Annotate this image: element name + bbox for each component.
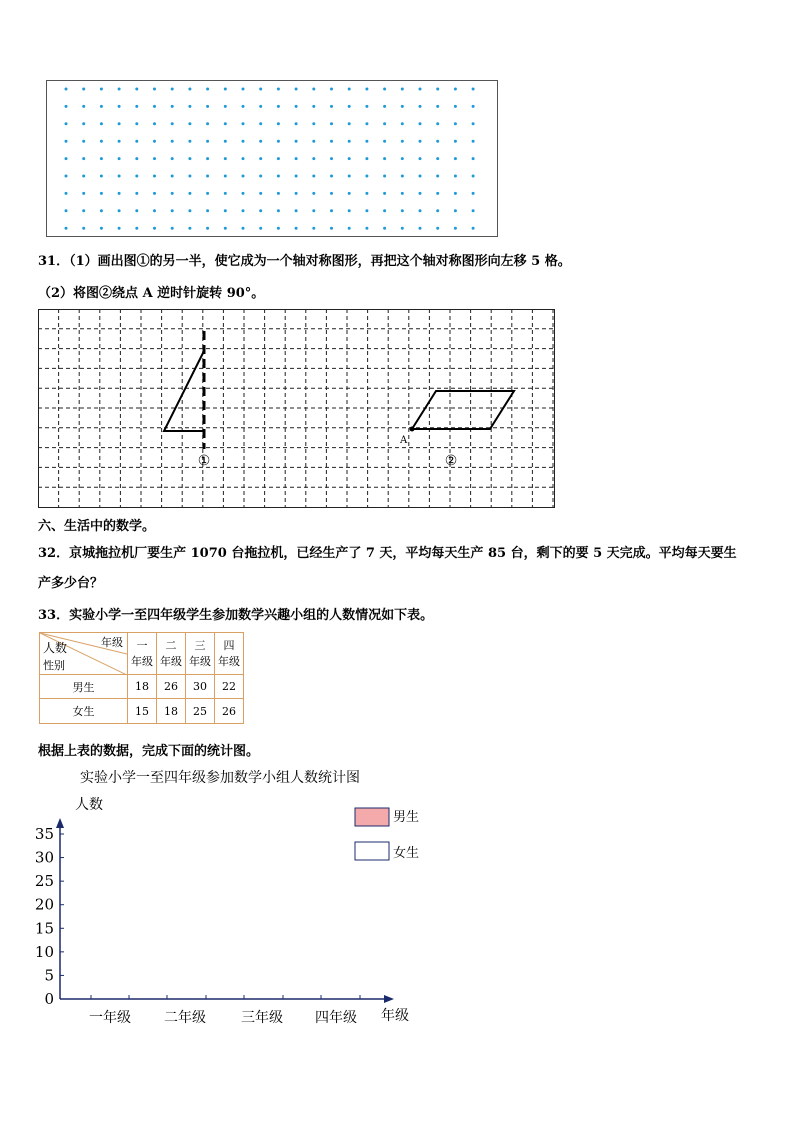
table-cell: 22 <box>215 675 244 699</box>
grid-dot <box>312 140 315 143</box>
grid-dot <box>100 175 103 178</box>
grid-dot <box>277 88 280 91</box>
table-cell: 30 <box>186 675 215 699</box>
grid-dot <box>188 157 191 160</box>
legend-swatch-girls <box>355 842 389 860</box>
grid-dot <box>259 122 262 125</box>
grid-dot <box>242 192 245 195</box>
grid-dot <box>312 192 315 195</box>
grid-dot <box>242 140 245 143</box>
grid-dot <box>330 140 333 143</box>
grid-dot <box>419 122 422 125</box>
grid-dot <box>436 105 439 108</box>
grid-dot <box>454 192 457 195</box>
grid-dot <box>82 175 85 178</box>
grid-dot <box>330 175 333 178</box>
grid-dot <box>295 140 298 143</box>
grid-dot <box>401 88 404 91</box>
grid-dot <box>82 88 85 91</box>
grid-dot <box>348 157 351 160</box>
table-cell: 15 <box>128 699 157 724</box>
grid-dot <box>330 209 333 212</box>
grid-dot <box>401 122 404 125</box>
grid-dot <box>135 175 138 178</box>
y-tick-label: 5 <box>44 966 54 985</box>
grid-dot <box>82 157 85 160</box>
grid-dot <box>65 175 68 178</box>
grid-dot <box>383 227 386 230</box>
grid-dot <box>82 192 85 195</box>
data-table <box>39 632 244 724</box>
grid-dot <box>135 227 138 230</box>
grid-dot <box>118 122 121 125</box>
grid-dot <box>171 192 174 195</box>
grid-dot <box>330 88 333 91</box>
grid-dot <box>419 105 422 108</box>
question-31-part2: （2）将图②绕点 A 逆时针旋转 90°。 <box>38 286 265 301</box>
grid-dot <box>277 122 280 125</box>
grid-dot <box>472 227 475 230</box>
grid-dot <box>259 192 262 195</box>
x-category-label: 三年级 <box>241 1010 283 1026</box>
bar-chart <box>30 762 450 1032</box>
grid-dot <box>171 209 174 212</box>
grid-dot <box>100 122 103 125</box>
grid-dot <box>242 105 245 108</box>
grid-dot <box>206 175 209 178</box>
grid-dot <box>242 227 245 230</box>
grid-dot <box>383 88 386 91</box>
grid-dot <box>118 157 121 160</box>
grid-dot <box>277 140 280 143</box>
grid-dot <box>188 227 191 230</box>
grid-dot <box>312 157 315 160</box>
grid-dot <box>277 192 280 195</box>
grid-dot <box>65 192 68 195</box>
grid-dot <box>383 209 386 212</box>
grid-dot <box>224 122 227 125</box>
grid-dot <box>224 105 227 108</box>
grid-dot <box>242 209 245 212</box>
grid-dot <box>171 105 174 108</box>
grid-dot <box>259 105 262 108</box>
grid-dot <box>188 209 191 212</box>
y-axis-arrow <box>56 818 64 828</box>
grid-dot <box>295 122 298 125</box>
grid-dot <box>65 209 68 212</box>
grid-dot <box>348 192 351 195</box>
grid-dot <box>454 157 457 160</box>
grid-dot <box>224 157 227 160</box>
table-cell: 26 <box>215 699 244 724</box>
grid-dot <box>224 175 227 178</box>
grid-dot <box>82 105 85 108</box>
grid-dot <box>65 122 68 125</box>
grid-dot <box>383 140 386 143</box>
grid-dot <box>277 157 280 160</box>
grid-dot <box>259 227 262 230</box>
x-category-label: 四年级 <box>315 1010 357 1026</box>
x-category-label: 一年级 <box>89 1010 131 1026</box>
table-corner <box>40 633 128 675</box>
grid-dot <box>206 192 209 195</box>
row-label: 女生 <box>40 699 128 724</box>
grid-dot <box>348 88 351 91</box>
grid-dot <box>242 157 245 160</box>
grid-dot <box>188 105 191 108</box>
grid-dot <box>118 88 121 91</box>
corner-grade: 年级 <box>101 636 123 649</box>
grid-dot <box>312 122 315 125</box>
grid-dot <box>295 88 298 91</box>
grid-dot <box>419 209 422 212</box>
grid-dot <box>135 192 138 195</box>
grid-dot <box>383 175 386 178</box>
legend-label-girls: 女生 <box>393 846 420 861</box>
grid-dot <box>100 105 103 108</box>
grid-dot <box>454 140 457 143</box>
grid-dot <box>383 122 386 125</box>
y-tick-label: 25 <box>34 872 54 891</box>
grid-dot <box>419 227 422 230</box>
grid-dot <box>330 227 333 230</box>
grid-dot <box>224 209 227 212</box>
grid-dot <box>242 122 245 125</box>
grid-dot <box>312 175 315 178</box>
grid-dot <box>65 88 68 91</box>
grid-dot <box>330 192 333 195</box>
grid-dot <box>330 157 333 160</box>
point-a <box>410 427 415 432</box>
grid-dot <box>153 209 156 212</box>
grid-dot <box>224 88 227 91</box>
corner-count: 人数 <box>43 641 68 655</box>
grid-dot <box>153 175 156 178</box>
y-tick-label: 0 <box>44 990 54 1008</box>
grid-dot <box>259 157 262 160</box>
grid-dot <box>100 227 103 230</box>
grid-dot <box>419 192 422 195</box>
grid-dot <box>348 227 351 230</box>
grid-dot <box>206 209 209 212</box>
grid-dot <box>419 157 422 160</box>
grid-dot <box>295 227 298 230</box>
grid-dot <box>277 175 280 178</box>
table-cell: 18 <box>128 675 157 699</box>
grid-dot <box>259 88 262 91</box>
y-tick-label: 15 <box>34 919 54 938</box>
grid-dot <box>348 209 351 212</box>
grid-dot <box>82 227 85 230</box>
grid-dot <box>419 140 422 143</box>
grid-dot <box>65 140 68 143</box>
grid-dot <box>472 140 475 143</box>
grid-dot <box>259 175 262 178</box>
grid-dot <box>401 140 404 143</box>
grid-dot <box>295 209 298 212</box>
chart-instruction: 根据上表的数据，完成下面的统计图。 <box>38 744 260 759</box>
grid-dot <box>330 105 333 108</box>
grid-dot <box>118 140 121 143</box>
grid-dot <box>401 105 404 108</box>
grid-dot <box>401 209 404 212</box>
section-6-title: 六、生活中的数学。 <box>38 519 156 534</box>
grid-dot <box>118 209 121 212</box>
grid-dot <box>454 175 457 178</box>
question-32-line1: 32．京城拖拉机厂要生产 1070 台拖拉机，已经生产了 7 天，平均每天生产 85 台，剩下的要 5 天完成。平均每天要生 <box>38 546 737 561</box>
grid-dot <box>472 122 475 125</box>
question-31-part1: 31．（1）画出图①的另一半，使它成为一个轴对称图形，再把这个轴对称图形向左移 5 格。 <box>38 254 571 269</box>
grid-dot <box>82 122 85 125</box>
grid-dot <box>295 175 298 178</box>
grid-dot <box>365 140 368 143</box>
x-axis-arrow <box>384 995 394 1003</box>
grid-dot <box>454 227 457 230</box>
grid-dot <box>295 105 298 108</box>
y-tick-label: 10 <box>34 942 54 961</box>
grid-dot <box>472 157 475 160</box>
grid-dot <box>312 105 315 108</box>
grid-dot <box>82 209 85 212</box>
grid-dot <box>436 209 439 212</box>
grid-dot <box>118 105 121 108</box>
grid-dot <box>224 192 227 195</box>
grid-dot <box>135 88 138 91</box>
table-header-4: 四 年级 <box>215 633 244 675</box>
grid-dot <box>277 209 280 212</box>
grid-dot <box>365 122 368 125</box>
square-grid <box>38 309 555 508</box>
figure-2-label: ② <box>444 453 458 469</box>
table-header-1: 一 年级 <box>128 633 157 675</box>
grid-dot <box>206 122 209 125</box>
grid-dot <box>100 157 103 160</box>
grid-dot <box>188 122 191 125</box>
grid-dot <box>472 175 475 178</box>
grid-dot <box>188 88 191 91</box>
table-cell: 25 <box>186 699 215 724</box>
grid-dot <box>472 209 475 212</box>
grid-dot <box>277 227 280 230</box>
grid-dot <box>171 227 174 230</box>
figure-1-triangle <box>164 351 204 431</box>
grid-dot <box>312 88 315 91</box>
question-33-intro: 33．实验小学一至四年级学生参加数学兴趣小组的人数情况如下表。 <box>38 608 434 623</box>
grid-dot <box>454 209 457 212</box>
grid-dot <box>419 175 422 178</box>
grid-dot <box>118 192 121 195</box>
grid-dot <box>312 209 315 212</box>
grid-dot <box>153 227 156 230</box>
grid-dot <box>135 157 138 160</box>
grid-dot <box>365 175 368 178</box>
grid-dot <box>419 88 422 91</box>
grid-dot <box>259 140 262 143</box>
table-row-boys <box>40 675 244 699</box>
grid-dot <box>401 175 404 178</box>
grid-dot <box>365 192 368 195</box>
figure-1-label: ① <box>197 453 211 469</box>
grid-dot <box>171 88 174 91</box>
grid-dot <box>82 140 85 143</box>
x-axis-label: 年级 <box>381 1008 409 1024</box>
grid-dot <box>472 105 475 108</box>
grid-dot <box>383 192 386 195</box>
y-tick-label: 35 <box>34 825 54 843</box>
grid-dot <box>224 227 227 230</box>
x-category-label: 二年级 <box>164 1010 206 1026</box>
grid-dot <box>118 227 121 230</box>
grid-dot <box>259 209 262 212</box>
grid-dot <box>312 227 315 230</box>
grid-dot <box>277 105 280 108</box>
grid-dot <box>472 192 475 195</box>
grid-dot <box>436 175 439 178</box>
question-32-line2: 产多少台？ <box>38 576 104 591</box>
grid-dot <box>348 175 351 178</box>
table-cell: 26 <box>157 675 186 699</box>
grid-dot <box>365 209 368 212</box>
grid-dot <box>65 157 68 160</box>
grid-dot <box>206 227 209 230</box>
grid-dot <box>135 105 138 108</box>
grid-dot <box>454 122 457 125</box>
grid-dot <box>153 157 156 160</box>
grid-dot <box>188 192 191 195</box>
grid-dot <box>348 105 351 108</box>
chart-title: 实验小学一至四年级参加数学小组人数统计图 <box>80 770 360 786</box>
y-tick-label: 30 <box>34 848 54 867</box>
grid-dot <box>401 192 404 195</box>
grid-dot <box>383 157 386 160</box>
grid-dot <box>330 122 333 125</box>
grid-dot <box>242 88 245 91</box>
grid-dot <box>65 105 68 108</box>
grid-dot <box>171 122 174 125</box>
grid-dot <box>171 157 174 160</box>
grid-dot <box>436 122 439 125</box>
corner-gender: 性别 <box>43 659 65 672</box>
figure-2-parallelogram <box>412 391 514 429</box>
grid-dot <box>206 105 209 108</box>
grid-dot <box>188 175 191 178</box>
grid-dot <box>118 175 121 178</box>
grid-dot <box>365 88 368 91</box>
grid-dot <box>100 209 103 212</box>
grid-dot <box>206 140 209 143</box>
grid-dot <box>454 105 457 108</box>
table-cell: 18 <box>157 699 186 724</box>
grid-dot <box>224 140 227 143</box>
grid-dot <box>383 105 386 108</box>
grid-dot <box>295 157 298 160</box>
grid-dot <box>153 122 156 125</box>
grid-dot <box>206 157 209 160</box>
grid-dot <box>153 192 156 195</box>
grid-dot <box>188 140 191 143</box>
grid-dot <box>242 175 245 178</box>
dot-grid <box>46 80 498 237</box>
grid-dot <box>295 192 298 195</box>
grid-dot <box>348 122 351 125</box>
grid-dot <box>401 227 404 230</box>
grid-dot <box>135 209 138 212</box>
grid-dot <box>171 175 174 178</box>
grid-dot <box>454 88 457 91</box>
y-axis-label: 人数 <box>75 797 103 813</box>
legend-label-boys: 男生 <box>393 810 420 825</box>
row-label: 男生 <box>40 675 128 699</box>
grid-dot <box>365 105 368 108</box>
grid-dot <box>153 105 156 108</box>
grid-dot <box>436 192 439 195</box>
grid-dot <box>100 192 103 195</box>
grid-dot <box>100 88 103 91</box>
y-tick-label: 20 <box>34 895 54 914</box>
point-a-label: A <box>400 435 408 446</box>
grid-dot <box>436 157 439 160</box>
legend-swatch-boys <box>355 808 389 826</box>
grid-dot <box>401 157 404 160</box>
grid-dot <box>153 140 156 143</box>
grid-dot <box>100 140 103 143</box>
grid-dot <box>365 227 368 230</box>
grid-dot <box>436 88 439 91</box>
grid-dot <box>135 122 138 125</box>
grid-dot <box>153 88 156 91</box>
grid-dot <box>171 140 174 143</box>
table-header-3: 三 年级 <box>186 633 215 675</box>
grid-dot <box>348 140 351 143</box>
grid-dot <box>365 157 368 160</box>
grid-dot <box>206 88 209 91</box>
grid-dot <box>436 140 439 143</box>
table-row-girls <box>40 699 244 724</box>
grid-dot <box>436 227 439 230</box>
grid-dot <box>65 227 68 230</box>
grid-dot <box>135 140 138 143</box>
grid-dot <box>472 88 475 91</box>
table-header-2: 二 年级 <box>157 633 186 675</box>
